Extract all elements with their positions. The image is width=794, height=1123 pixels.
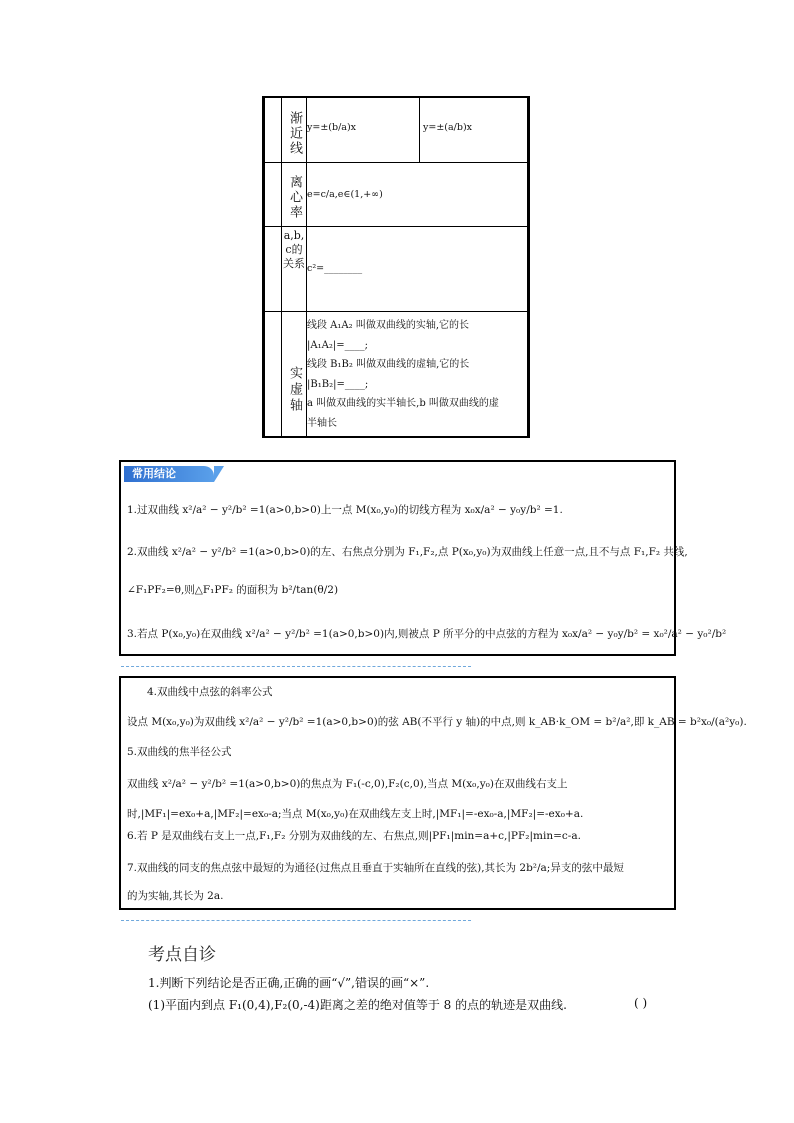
common-conclusions-badge: 常用结论	[124, 466, 214, 482]
eccentricity-formula: e=c/a,e∈(1,+∞)	[307, 189, 383, 200]
question-1-item-1: (1)平面内到点 F₁(0,4),F₂(0,-4)距离之差的绝对值等于 8 的点的轨迹是双曲线.	[148, 998, 567, 1012]
common-conclusions-box	[119, 460, 727, 656]
table-row-axes	[265, 312, 527, 436]
conclusion-item-5: 双曲线 x²/a² − y²/b² =1(a>0,b>0)的焦点为 F₁(-c,0),F₂(c,0),当点 M(x₀,y₀)在双曲线右支上	[127, 778, 568, 790]
conclusion-item-7-cont: 的为实轴,其长为 2a.	[127, 890, 224, 902]
conclusion-item-4: 设点 M(x₀,y₀)为双曲线 x²/a² − y²/b² =1(a>0,b>0)的弦 AB(不平行 y 轴)的中点,则 k_AB·k_OM = b²/a²,即 k_AB = b²x₀/(a²y₀).	[127, 716, 747, 728]
conclusion-item-2-area: ∠F₁PF₂=θ,则△F₁PF₂ 的面积为 b²/tan(θ/2)	[127, 584, 339, 596]
table-row-asymptote	[265, 98, 527, 163]
axes-line-5: a 叫做双曲线的实半轴长,b 叫做双曲线的虚	[307, 398, 499, 409]
abc-relation-blank: c²=________	[307, 263, 363, 274]
asymptote-formula-1: y=±(b/a)x	[307, 122, 357, 133]
row-label-axes: 实虚轴	[281, 312, 307, 436]
dashed-divider	[121, 920, 471, 921]
table-cell-divider	[419, 98, 420, 162]
row-label-asymptote: 渐近线	[281, 98, 307, 162]
conclusions-box-continued	[119, 676, 747, 910]
question-1-prompt: 1.判断下列结论是否正确,正确的画“√”,错误的画“×”.	[148, 976, 430, 990]
row-label-eccentricity: 离心率	[281, 163, 307, 226]
conclusion-item-1: 1.过双曲线 x²/a² − y²/b² =1(a>0,b>0)上一点 M(x₀,y₀)的切线方程为 x₀x/a² − y₀y/b² =1.	[127, 504, 563, 516]
table-row-eccentricity	[265, 163, 527, 227]
row-label-abc-relation: a,b,c的关系	[281, 227, 307, 311]
hyperbola-property-table	[262, 96, 530, 438]
conclusion-item-2: 2.双曲线 x²/a² − y²/b² =1(a>0,b>0)的左、右焦点分别为 F₁,F₂,点 P(x₀,y₀)为双曲线上任意一点,且不与点 F₁,F₂ 共线,	[127, 546, 688, 558]
conclusion-item-5-title: 5.双曲线的焦半径公式	[127, 746, 232, 758]
axes-line-1: 线段 A₁A₂ 叫做双曲线的实轴,它的长	[307, 320, 469, 331]
asymptote-formula-2: y=±(a/b)x	[423, 122, 473, 133]
conclusion-item-6: 6.若 P 是双曲线右支上一点,F₁,F₂ 分别为双曲线的左、右焦点,则|PF₁|min=a+c,|PF₂|min=c-a.	[127, 830, 581, 842]
conclusion-item-7: 7.双曲线的同支的焦点弦中最短的为通径(过焦点且垂直于实轴所在直线的弦),其长为 2b²/a;异支的弦中最短	[127, 862, 624, 874]
answer-blank[interactable]: ( )	[634, 996, 648, 1010]
badge-decoration	[214, 466, 224, 482]
conclusion-item-5-cont: 时,|MF₁|=ex₀+a,|MF₂|=ex₀-a;当点 M(x₀,y₀)在双曲线左支上时,|MF₁|=-ex₀-a,|MF₂|=-ex₀+a.	[127, 808, 584, 820]
conclusion-item-3: 3.若点 P(x₀,y₀)在双曲线 x²/a² − y²/b² =1(a>0,b>0)内,则被点 P 所平分的中点弦的方程为 x₀x/a² − y₀y/b² = x₀²/a² − y₀²/b²	[127, 628, 727, 640]
conclusion-item-4-title: 4.双曲线中点弦的斜率公式	[147, 686, 273, 698]
axes-line-4: |B₁B₂|=____;	[307, 378, 369, 390]
axes-description	[307, 316, 499, 433]
dashed-divider	[121, 666, 471, 667]
axes-line-2: |A₁A₂|=____;	[307, 339, 368, 351]
section-title: 考点自诊	[148, 945, 216, 965]
table-row-abc-relation	[265, 227, 527, 312]
axes-line-6: 半轴长	[307, 417, 337, 429]
axes-line-3: 线段 B₁B₂ 叫做双曲线的虚轴,它的长	[307, 359, 470, 370]
